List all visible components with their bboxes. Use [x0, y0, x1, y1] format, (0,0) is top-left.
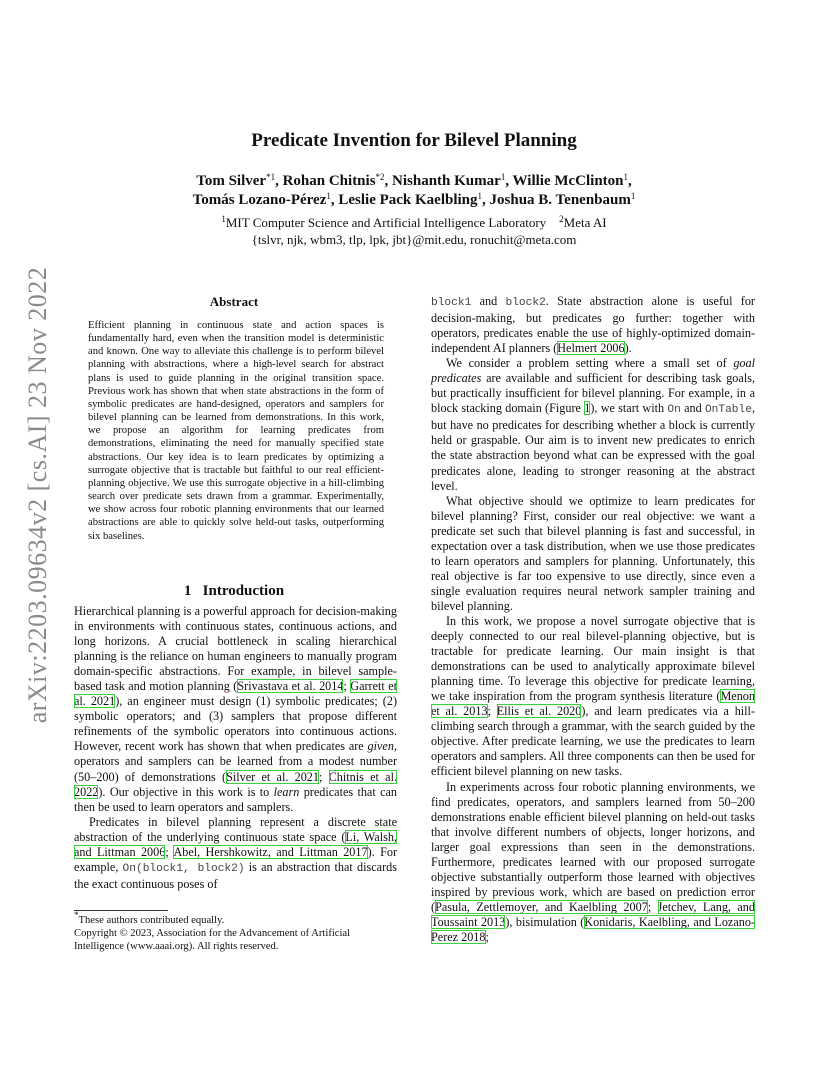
code-literal: On(block1, block2) [122, 862, 245, 875]
citation-link[interactable]: Pasula, Zettlemoyer, and Kaelbling 2007 [435, 899, 648, 914]
paragraph: What objective should we optimize to learn predicates for bilevel planning? First, consider our real objective: we want a predicate set such that bilevel planning is fast and successful, in expectation over a task distribution, when we use those predicates to learn operators and samplers for planning. Unfortunately, this real objective is far too expensive to use directly, since even a single evaluation requires neural network sampler training and bilevel planning. [431, 493, 755, 613]
abstract-heading: Abstract [209, 294, 259, 309]
citation-link[interactable]: Abel, Hershkowitz, and Littman 2017 [173, 844, 368, 859]
arxiv-stamp: arXiv:2203.09634v2 [cs.AI] 23 Nov 2022 [23, 266, 52, 724]
right-column-body [431, 294, 755, 945]
footnote-divider [74, 910, 168, 911]
left-column-body [74, 604, 397, 892]
author-name: Tom Silver [196, 173, 267, 189]
citation-link[interactable]: Li, Walsh, and Littman 2006 [74, 829, 397, 859]
paragraph: In this work, we propose a novel surrogate objective that is deeply connected to our real bilevel-planning objective, but is tractable for predicate learning. Our main insight is that demonstrations can be used to analytically approximate bilevel planning time. To leverage this objective for predicate learning, we take inspiration from the program synthesis literature (Menon et al. 2013; Ellis et al. 2020), and learn predicates via a hill-climbing search through a grammar, with the search guided by the objective. After predicate learning, we use the predicates to learn operators and samplers. All three components can then be used for efficient bilevel planning on new tasks. [431, 613, 756, 779]
author-name: Willie McClinton [512, 173, 624, 189]
paragraph: Hierarchical planning is a powerful approach for decision-making in environments with continuous states, continuous actions, and long horizons. A crucial bottleneck in scaling hierarchical planning is the reliance on human engineers to manually program domain-specific abstractions. For example, in bilevel sample-based task and motion planning (Srivastava et al. 2014; Garrett et al. 2021), an engineer must design (1) symbolic predicates; (2) symbolic operators; and (3) samplers that propose different refinements of the symbolic operators into continuous actions. However, recent work has shown that when predicates are given, operators and samplers can be learned from a modest number (50–200) of demonstrations (Silver et al. 2021; Chitnis et al. 2022). Our objective in this work is to learn predicates that can then be used to learn operators and samplers. [74, 604, 398, 814]
author-name: Joshua B. Tenenbaum [489, 192, 631, 208]
citation-link[interactable]: Helmert 2006 [557, 341, 625, 356]
paragraph: In experiments across four robotic planning environments, we find predicates, operators, and samplers learned from 50–200 demonstrations enable efficient bilevel planning on held-out tasks that involve different numbers of objects, longer horizons, and larger goal expressions than seen in the demonstrations. Furthermore, predicates learned with our proposed surrogate objective substantially outperform those learned with objectives inspired by previous work, which are based on prediction error (Pasula, Zettlemoyer, and Kaelbling 2007; Jetchev, Lang, and Toussaint 2013), bisimulation (Konidaris, Kaelbling, and Lozano-Perez 2018; [431, 779, 755, 944]
author-name: Leslie Pack Kaelbling [338, 192, 478, 208]
paragraph: block1 and block2. State abstraction alone is useful for decision-making, but predicates go further: together with operators, predicates enable the use of highly-optimized domain-independent AI planners (Helmert 2006). [431, 294, 755, 356]
citation-link[interactable]: Chitnis et al. 2022 [74, 769, 397, 799]
paper-title: Predicate Invention for Bilevel Planning [251, 130, 577, 151]
author-name: Tomás Lozano-Pérez [192, 192, 327, 208]
copyright-notice: Copyright © 2023, Association for the Advancement of Artificial Intelligence (www.aaai.org). All rights reserved. [74, 928, 351, 953]
citation-link[interactable]: Ellis et al. 2020 [496, 704, 582, 719]
footnote: *These authors contributed equally. Copyright © 2023, Association for the Advancement of Artificial Intelligence (www.aaai.org). All rights reserved. [74, 914, 397, 954]
citation-link[interactable]: Silver et al. 2021 [226, 769, 319, 784]
citation-link[interactable]: Jetchev, Lang, and Toussaint 2013 [431, 899, 755, 929]
citation-link[interactable]: Menon et al. 2013 [431, 689, 755, 719]
paragraph: We consider a problem setting where a small set of goal predicates are available and sufficient for describing task goals, but practically insufficient for bilevel planning. For example, in a block stacking domain (Figure 1), we start with On and OnTable, but have no predicates for describing whether a block is currently held or graspable. Our aim is to invent new predicates to enrich the state abstraction beyond what can be expressed with the goal predicates alone, leading to stronger reasoning at the abstract level. [431, 356, 755, 493]
author-name: Nishanth Kumar [392, 173, 501, 189]
figure-link[interactable]: 1 [584, 401, 591, 416]
author-list: Tom Silver$^{*1}$, Rohan Chitnis$^{*2}$, Nishanth Kumar$^1$, Willie McClinton$^1$, Tomás Lozano-Pérez$^1$, Leslie Pack Kaelbling$^1$, Joshua B. Tenenbaum$^1$ [192, 172, 636, 208]
citation-link[interactable]: Konidaris, Kaelbling, and Lozano-Perez 2018 [431, 914, 755, 944]
affiliations: $^1$MIT Computer Science and Artificial Intelligence Laboratory $^2$Meta AI {tslvr, njk, wbm3, tlp, lpk, jbt}@mit.edu, ronuchit@meta.com [221, 214, 607, 247]
paragraph: Predicates in bilevel planning represent a discrete state abstraction of the underlying continuous state space (Li, Walsh, and Littman 2006; Abel, Hershkowitz, and Littman 2017). For example, On(block1, block2) is an abstraction that discards the exact continuous poses of [74, 814, 398, 891]
author-emails: {tslvr, njk, wbm3, tlp, lpk, jbt}@mit.edu, ronuchit@meta.com [251, 232, 577, 247]
citation-link[interactable]: Srivastava et al. 2014 [237, 679, 344, 694]
author-name: Rohan Chitnis [282, 173, 376, 189]
abstract-text: Efficient planning in continuous state and action spaces is fundamentally hard, even when the transition model is deterministic and known. One way to alleviate this challenge is to perform bilevel planning with abstractions, where a high-level search for abstract plans is used to guide planning in the original transition space. Previous work has shown that when state abstractions in the form of symbolic predicates are hand-designed, operators and samplers for bilevel planning can be learned from demonstrations. In this work, we propose an algorithm for learning predicates from demonstrations, eliminating the need for manually specified state abstractions. Our key idea is to learn predicates by optimizing a surrogate objective that is tractable but faithful to our real efficient-planning objective. We use this surrogate objective in a hill-climbing search over predicate sets drawn from a grammar. Experimentally, we show across four robotic planning environments that our learned abstractions are able to quickly solve held-out tasks, outperforming six baselines. [88, 320, 384, 542]
section-heading-introduction: 1 Introduction [183, 583, 285, 599]
citation-link[interactable]: Garrett et al. 2021 [74, 679, 398, 709]
